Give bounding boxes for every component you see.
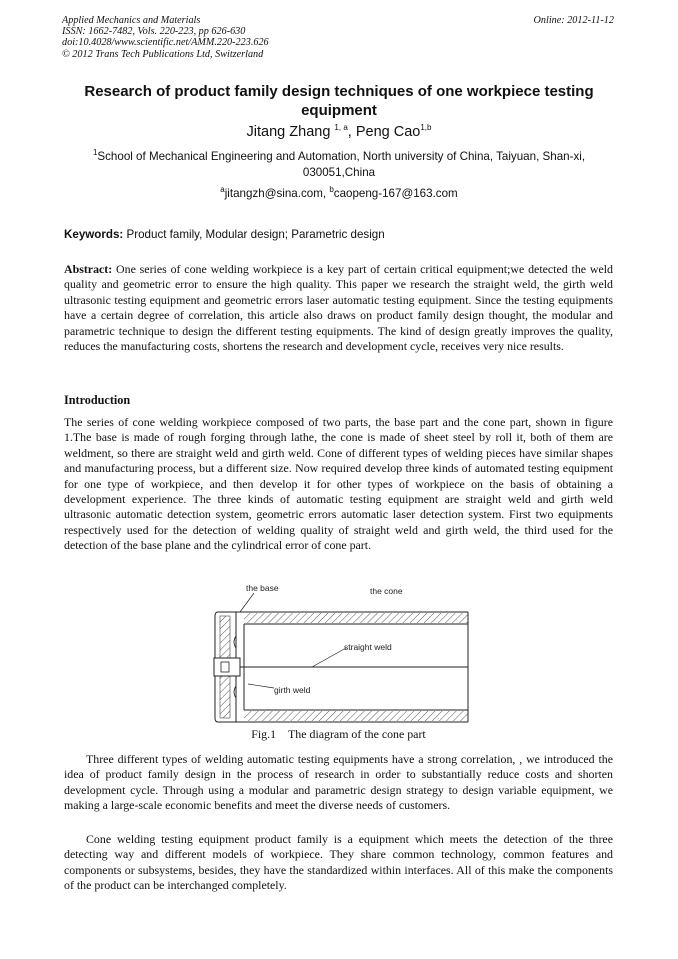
label-the-base: the base — [246, 583, 279, 593]
author-2-name: Peng Cao — [355, 124, 421, 140]
label-straight-weld: straight weld — [344, 642, 392, 652]
affiliation — [62, 149, 616, 181]
keywords-text: Product family, Modular design; Parametric design — [123, 228, 385, 241]
leader-base — [240, 593, 254, 612]
online-date: Online: 2012-11-12 — [533, 15, 614, 26]
introduction-heading: Introduction — [64, 393, 131, 407]
cone-bottom-hatch — [244, 711, 468, 721]
keywords — [64, 228, 385, 241]
leader-straight — [312, 648, 346, 667]
keywords-label: Keywords: — [64, 228, 124, 241]
email-a-sup: a — [220, 185, 225, 195]
label-girth-weld: girth weld — [274, 685, 311, 695]
author-1-sup: 1, a — [334, 123, 348, 133]
affiliation-text: School of Mechanical Engineering and Automation, North university of China, Taiyuan, Shan-xi, 030051,China — [97, 150, 586, 179]
author-2-sup: 1,b — [420, 123, 432, 133]
author-1-name: Jitang Zhang — [246, 124, 331, 140]
paper-title: Research of product family design techniques of one workpiece testing equipment — [84, 83, 594, 119]
label-the-cone: the cone — [370, 586, 403, 596]
figure-caption — [64, 727, 613, 742]
issn-line: ISSN: 1662-7482, Vols. 220-223, pp 626-630 — [62, 26, 246, 38]
abstract-text: One series of cone welding workpiece is a key part of certain critical equipment;we detected the weld quality and geometric error to ensure the high quality. This paper we research the straight weld, the girth weld ultrasonic testing equipment and geometric errors laser automatic testing equipment. Since the testing equipments have a certain degree of correlation, this article also draws on product family design thought, the modular and parametric technique to design the different testing equipments. The kind of design greatly improves the quality, reduces the manufacturing costs, shortens the research and development cycle, receives very nice results. — [64, 262, 613, 354]
email-b-sup: b — [329, 185, 334, 195]
email-a: jitangzh@sina.com, — [224, 187, 330, 200]
introduction-paragraph-2: Three different types of welding automatic testing equipments have a strong correlation, , we introduced the idea of product family design in the process of research in order to substantially reduce costs and shorten development cycle. Through using a modular and parametric design strategy to design variable equipment, we making a large-scale economic benefits and meet the diverse needs of customers. — [64, 752, 613, 813]
abstract-label: Abstract: — [64, 262, 113, 276]
cone-top-hatch — [244, 613, 468, 623]
author-line — [62, 124, 616, 140]
base-boss-inner — [221, 662, 229, 672]
caption-text: The diagram of the cone part — [288, 727, 426, 741]
abstract — [64, 262, 613, 354]
affiliation-sup: 1 — [92, 148, 98, 158]
caption-number: Fig.1 — [251, 727, 277, 741]
copyright-line: © 2012 Trans Tech Publications Ltd, Switzerland — [62, 48, 264, 60]
doi-line: doi:10.4028/www.scientific.net/AMM.220-223.626 — [62, 37, 269, 49]
leader-girth — [248, 684, 274, 688]
email-line — [62, 187, 616, 200]
email-b: caopeng-167@163.com — [333, 187, 458, 200]
journal-header — [62, 15, 269, 60]
author-separator: , — [347, 124, 356, 140]
journal-name: Applied Mechanics and Materials — [62, 15, 201, 26]
cone-diagram — [200, 578, 478, 728]
introduction-paragraph-1: The series of cone welding workpiece composed of two parts, the base part and the cone part, shown in figure 1.The base is made of rough forging through lathe, the cone is made of sheet steel by roll it, both of them are weldment, so there are straight weld and girth weld. Cone of different types of welding pieces have similar shapes and manufacturing process, but a different size. Now required develop three kinds of automated testing equipment for one type of workpiece, and then develop it for other types of workpiece on the basis of obtaining a development experience. The three kinds of automatic testing equipment are straight weld and girth weld ultrasonic automatic detection system, geometric errors automatic laser detection system. First two equipments respectively used for the detection of welding quality of straight weld and girth weld, the third used for the detection of the base plane and the cylindrical error of cone part. — [64, 415, 613, 553]
introduction-paragraph-3: Cone welding testing equipment product family is a equipment which meets the detection of the three detecting way and different models of workpiece. They share common technology, common features and components or subsystems, besides, they have the standardized within interfaces. All of this make the components of the product can be interchanged completely. — [64, 832, 613, 893]
figure-cone-part — [200, 578, 478, 728]
